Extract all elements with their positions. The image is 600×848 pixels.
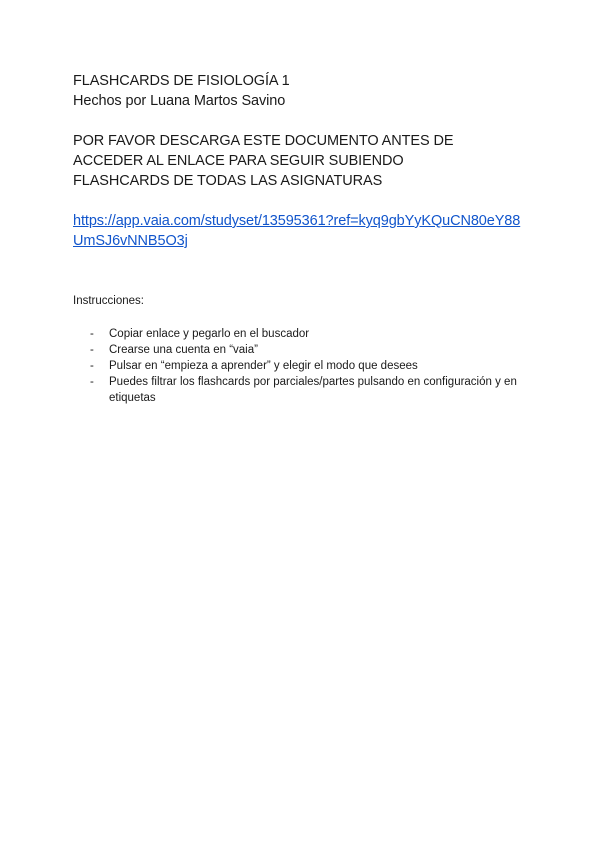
dash-bullet: -: [90, 360, 94, 372]
list-item: [73, 342, 529, 358]
document-content: [73, 71, 533, 406]
instructions-list: [73, 326, 533, 406]
dash-bullet: -: [90, 328, 94, 340]
document-title: FLASHCARDS DE FISIOLOGÍA 1: [73, 73, 290, 89]
list-item: [73, 358, 529, 374]
instruction-text: Crearse una cuenta en “vaia”: [109, 344, 258, 356]
instruction-text: Puedes filtrar los flashcards por parciales/partes pulsando en configuración y en etiquetas: [109, 376, 517, 404]
instruction-text: Pulsar en “empieza a aprender” y elegir el modo que desees: [109, 360, 418, 372]
dash-bullet: -: [90, 344, 94, 356]
spacer: [73, 111, 533, 131]
studyset-link[interactable]: https://app.vaia.com/studyset/13595361?ref=kyq9gbYyKQuCN80eY88UmSJ6vNNB5O3j: [73, 213, 521, 249]
dash-bullet: -: [90, 376, 94, 388]
list-item: [73, 374, 529, 406]
list-item: [73, 326, 529, 342]
author-line: Hechos por Luana Martos Savino: [73, 93, 286, 109]
notice-line-1: POR FAVOR DESCARGA ESTE DOCUMENTO ANTES DE: [73, 133, 454, 149]
instructions-label: Instrucciones:: [73, 295, 144, 307]
notice-line-2: ACCEDER AL ENLACE PARA SEGUIR SUBIENDO: [73, 153, 404, 169]
notice-line-3: FLASHCARDS DE TODAS LAS ASIGNATURAS: [73, 173, 383, 189]
notice-block: [73, 131, 533, 191]
instruction-text: Copiar enlace y pegarlo en el buscador: [109, 328, 310, 340]
spacer: [73, 251, 533, 291]
spacer: [73, 191, 533, 211]
